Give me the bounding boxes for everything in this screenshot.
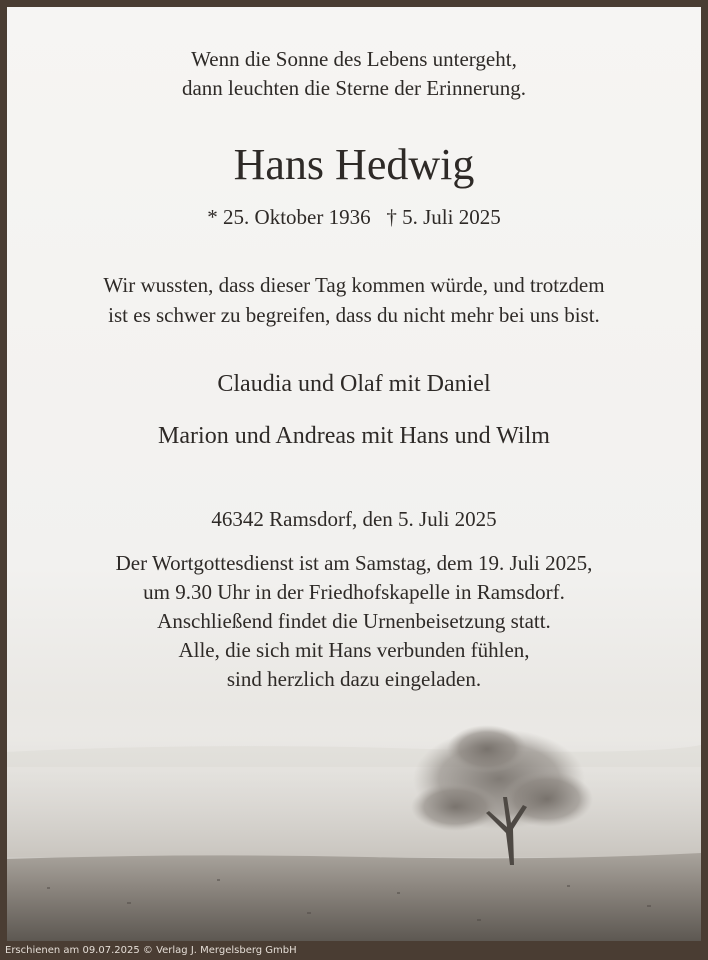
quote-line-2: ist es schwer zu begreifen, dass du nicht mehr bei uns bist.	[108, 303, 600, 327]
motto-line-2: dann leuchten die Sterne der Erinnerung.	[181, 76, 527, 100]
quote-line-1: Wir wussten, dass dieser Tag kommen würde, und trotzdem	[103, 273, 605, 297]
service-line-2: um 9.30 Uhr in der Friedhofskapelle in Ramsdorf.	[143, 580, 565, 604]
service-line-4: Alle, die sich mit Hans verbunden fühlen,	[178, 638, 530, 662]
obituary-card	[7, 7, 701, 941]
service-line-3: Anschließend findet die Urnenbeisetzung statt.	[157, 609, 551, 633]
service-line-1: Der Wortgottesdienst ist am Samstag, dem 19. Juli 2025,	[115, 551, 593, 575]
place-date: 46342 Ramsdorf, den 5. Juli 2025	[211, 507, 497, 531]
motto-line-1: Wenn die Sonne des Lebens untergeht,	[191, 47, 517, 71]
deceased-name: Hans Hedwig	[233, 140, 475, 189]
family-line-2: Marion und Andreas mit Hans und Wilm	[158, 423, 550, 449]
service-line-5: sind herzlich dazu eingeladen.	[226, 667, 482, 691]
publication-footer: Erschienen am 09.07.2025 © Verlag J. Mergelsberg GmbH	[5, 945, 297, 956]
life-dates: * 25. Oktober 1936 † 5. Juli 2025	[207, 205, 501, 229]
family-line-1: Claudia und Olaf mit Daniel	[217, 371, 491, 397]
